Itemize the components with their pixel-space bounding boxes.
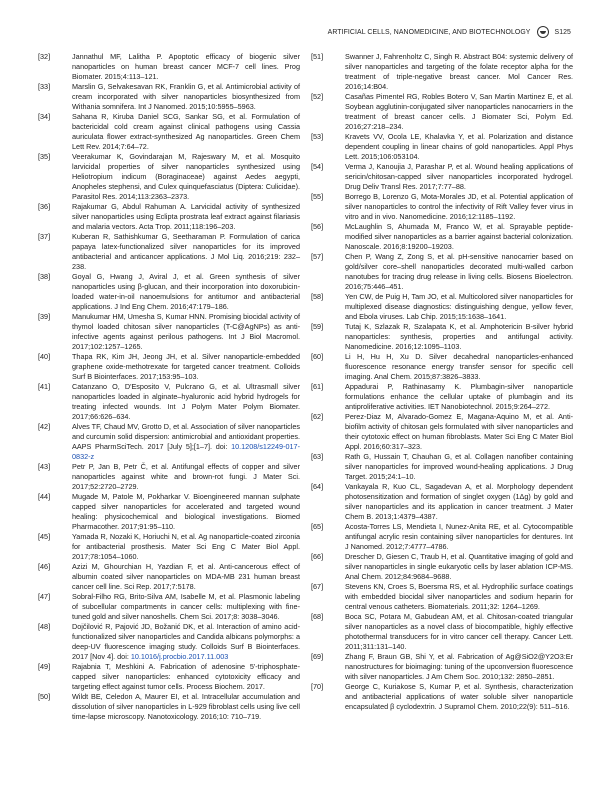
- reference-text-block: [345, 652, 573, 682]
- reference-number: [59]: [311, 322, 324, 331]
- reference-text: Sahana R, Kiruba Daniel SCG, Sankar SG, et al. Formulation of bactericidal cold cream against clinical pathogens using Cassia auriculata flower extract-synthesized Ag nanoparticles. Green Chem Lett Rev. 2014;7:64–72.: [72, 112, 300, 151]
- reference-text-block: [345, 292, 573, 322]
- reference-item: [38, 692, 300, 722]
- reference-item: [38, 382, 300, 422]
- reference-item: [311, 292, 573, 322]
- reference-item: [311, 352, 573, 382]
- reference-text-block: [345, 682, 573, 712]
- reference-number: [54]: [311, 162, 324, 171]
- reference-item: [38, 422, 300, 462]
- reference-number: [70]: [311, 682, 324, 691]
- reference-number: [62]: [311, 412, 324, 421]
- reference-text-block: [72, 82, 300, 112]
- reference-text-block: [72, 112, 300, 152]
- reference-item: [38, 272, 300, 312]
- page-number: S125: [554, 28, 571, 36]
- journal-title: ARTIFICIAL CELLS, NANOMEDICINE, AND BIOTECHNOLOGY: [327, 28, 531, 36]
- reference-text-block: [345, 382, 573, 412]
- reference-text: George C, Kuriakose S, Kumar P, et al. Synthesis, characterization and antibacterial applications of water soluble silver nanoparticle encapsulated β cyclodextrin. J Supramol Chem. 2010;22(9): 511–516.: [345, 682, 573, 711]
- reference-text: Chen P, Wang Z, Zong S, et al. pH-sensitive nanocarrier based on gold/silver core–shell nanoparticles decorated multi-walled carbon nanotubes for tracing drug release in living cells. Biosens Bioelectron. 2016;75:446–451.: [345, 252, 573, 291]
- reference-text: Tutaj K, Szlazak R, Szalapata K, et al. Amphotericin B-silver hybrid nanoparticles: synthesis, properties and antifungal activity. Nanomedicine. 2016;12:1095–1103.: [345, 322, 573, 351]
- reference-text: Rath G, Hussain T, Chauhan G, et al. Collagen nanofiber containing silver nanoparticles for improved wound-healing applications. J Drug Target. 2015;24:1–10.: [345, 452, 573, 481]
- reference-text: Borrego B, Lorenzo G, Mota-Morales JD, et al. Potential application of silver nanoparticles to control the infectivity of Rift Valley fever virus in vitro and in vivo. Nanomedicine. 2016;12:1185–1192.: [345, 192, 573, 221]
- reference-number: [47]: [38, 592, 51, 601]
- reference-item: [38, 52, 300, 82]
- reference-number: [42]: [38, 422, 51, 431]
- reference-text: Kuberan R, Sathishkumar G, Seetharaman P. Formulation of carica papaya latex-functionalized silver nanoparticles for its improved antibacterial and anticancer applications. J Mol Liq. 2016;219: 232–238.: [72, 232, 300, 271]
- reference-text: Swanner J, Fahrenholtz C, Singh R. Abstract B04: systemic delivery of silver nanoparticles and targeting of the folate receptor alpha for the treatment of triple-negative breast cancer. Mol Cancer Res. 2016;14:B04.: [345, 52, 573, 91]
- reference-text: Rajakumar G, Abdul Rahuman A. Larvicidal activity of synthesized silver nanoparticles using Eclipta prostrata leaf extract against filariasis and malaria vectors. Acta Trop. 2011;118:196–203.: [72, 202, 300, 231]
- reference-text-block: [72, 532, 300, 562]
- reference-number: [39]: [38, 312, 51, 321]
- reference-number: [45]: [38, 532, 51, 541]
- reference-item: [38, 532, 300, 562]
- reference-number: [55]: [311, 192, 324, 201]
- reference-text: Vankayala R, Kuo CL, Sagadevan A, et al. Morphology dependent photosensitization and formation of singlet oxygen (1Δg) by gold and silver nanoparticles and its application in cancer treatment. J Mater Chem B. 2013;1:4379–4387.: [345, 482, 573, 521]
- reference-text-block: [72, 662, 300, 692]
- reference-item: [311, 382, 573, 412]
- reference-text-block: [72, 592, 300, 622]
- reference-text-block: [345, 552, 573, 582]
- running-header: [328, 26, 571, 38]
- reference-number: [34]: [38, 112, 51, 121]
- reference-number: [51]: [311, 52, 324, 61]
- reference-item: [38, 562, 300, 592]
- reference-number: [35]: [38, 152, 51, 161]
- reference-text: Goyal G, Hwang J, Aviral J, et al. Green synthesis of silver nanoparticles using β-glucan, and their incorporation into doxorubicin-loaded water-in-oil nanoemulsions for antitumor and antibacterial applications. J Ind Eng Chem. 2016;47:179–186.: [72, 272, 300, 311]
- reference-item: [311, 222, 573, 252]
- reference-text-block: [72, 692, 300, 722]
- reference-text-block: [345, 252, 573, 292]
- reference-text: Yamada R, Nozaki K, Horiuchi N, et al. Ag nanoparticle-coated zirconia for antibacterial prosthesis. Mater Sci Eng C Mater Biol Appl. 2017;78:1054–1060.: [72, 532, 300, 561]
- reference-item: [38, 82, 300, 112]
- reference-text-block: [345, 222, 573, 252]
- reference-text-block: [72, 52, 300, 82]
- reference-text: Stevens KN, Croes S, Boersma RS, et al. Hydrophilic surface coatings with embedded biocidal silver nanoparticles and sodium heparin for central venous catheters. Biomaterials. 2011;32: 1264–1269.: [345, 582, 573, 611]
- reference-text-block: [72, 352, 300, 382]
- reference-text-block: [72, 622, 300, 662]
- references-right-column: [311, 52, 573, 712]
- reference-number: [38]: [38, 272, 51, 281]
- reference-text: Wildt BE, Celedon A, Maurer EI, et al. Intracellular accumulation and dissolution of silver nanoparticles in L-929 fibroblast cells using live cell time-lapse microscopy. Nanotoxicology. 2016;10: 710–719.: [72, 692, 300, 721]
- reference-item: [311, 522, 573, 552]
- reference-number: [33]: [38, 82, 51, 91]
- reference-number: [60]: [311, 352, 324, 361]
- reference-text-block: [72, 382, 300, 422]
- reference-number: [50]: [38, 692, 51, 701]
- reference-item: [38, 202, 300, 232]
- reference-text-block: [345, 92, 573, 132]
- reference-text: Dojčilović R, Pajović JD, Božanić DK, et al. Interaction of amino acid-functionalized silver nanoparticles and Candida albicans polymorphs: a deep-UV fluorescence imaging study. Colloids Surf B Biointerfaces. 2017 [Nov 4]. doi:: [72, 622, 300, 661]
- reference-number: [63]: [311, 452, 324, 461]
- reference-item: [311, 92, 573, 132]
- reference-text: Rajabnia T, Meshkini A. Fabrication of adenosine 5'-triphosphate-capped silver nanoparticles: enhanced cytotoxicity efficacy and targeting effect against tumor cells. Process Biochem. 2017.: [72, 662, 300, 691]
- reference-text-block: [345, 612, 573, 652]
- reference-number: [43]: [38, 462, 51, 471]
- reference-item: [311, 322, 573, 352]
- reference-text-block: [345, 452, 573, 482]
- reference-item: [311, 612, 573, 652]
- reference-text-block: [72, 492, 300, 532]
- reference-text: Marslin G, Selvakesavan RK, Franklin G, et al. Antimicrobial activity of cream incorporated with silver nanoparticles biosynthesized from Withania somnifera. Int J Nanomed. 2015;10:5955–5963.: [72, 82, 300, 111]
- doi-link[interactable]: 10.1016/j.procbio.2017.11.003: [130, 652, 229, 661]
- reference-text: Catanzano O, D'Esposito V, Pulcrano G, et al. Ultrasmall silver nanoparticles loaded in alginate–hyaluronic acid hybrid hydrogels for treating infected wounds. Int J Polym Mater Polym Biomater. 2017;66:626–634.: [72, 382, 300, 421]
- reference-text: Alves TF, Chaud MV, Grotto D, et al. Association of silver nanoparticles and curcumin solid dispersion: antimicrobial and antioxidant properties. AAPS PharmSciTech. 2017 [July 5];[1–7]. doi:: [72, 422, 300, 451]
- reference-text-block: [345, 482, 573, 522]
- reference-text-block: [72, 422, 300, 462]
- reference-number: [69]: [311, 652, 324, 661]
- reference-text-block: [72, 562, 300, 592]
- reference-text: Sobral-Filho RG, Brito-Silva AM, Isabelle M, et al. Plasmonic labeling of subcellular compartments in cancer cells: multiplexing with fine-tuned gold and silver nanoshells. Chem Sci. 2017;8: 3038–3046.: [72, 592, 300, 621]
- reference-text: Veerakumar K, Govindarajan M, Rajeswary M, et al. Mosquito larvicidal properties of silver nanoparticles synthesized using Heliotropium indicum (Boraginaceae) against Aedes aegypti, Anopheles stephensi, and Culex quinquefasciatus (Diptera: Culicidae). Parasitol Res. 2014;113:2363–2373.: [72, 152, 300, 201]
- reference-number: [68]: [311, 612, 324, 621]
- reference-text: Drescher D, Giesen C, Traub H, et al. Quantitative imaging of gold and silver nanoparticles in single eukaryotic cells by laser ablation ICP-MS. Anal Chem. 2012;84:9684–9688.: [345, 552, 573, 581]
- reference-item: [311, 552, 573, 582]
- reference-number: [56]: [311, 222, 324, 231]
- doi-link[interactable]: 10.1208/s12249-017-0832-z: [72, 442, 300, 461]
- reference-item: [311, 52, 573, 92]
- reference-text-block: [345, 322, 573, 352]
- reference-text: Zhang F, Braun GB, Shi Y, et al. Fabrication of Ag@SiO2@Y2O3:Er nanostructures for bioimaging: tuning of the upconversion fluorescence with silver nanoparticles. J Am Chem Soc. 2010;132: 2850–2851.: [345, 652, 573, 681]
- reference-item: [38, 462, 300, 492]
- reference-text: Li H, Hu H, Xu D. Silver decahedral nanoparticles-enhanced fluorescence resonance energy transfer sensor for specific cell imaging. Anal Chem. 2015;87:3826–3833.: [345, 352, 573, 381]
- reference-text: Thapa RK, Kim JH, Jeong JH, et al. Silver nanoparticle-embedded graphene oxide-methotrexate for targeted cancer treatment. Colloids Surf B Biointerfaces. 2017;153:95–103.: [72, 352, 300, 381]
- reference-text: Verma J, Kanoujia J, Parashar P, et al. Wound healing applications of sericin/chitosan-capped silver nanoparticles incorporated hydrogel. Drug Deliv Transl Res. 2017;7:77–88.: [345, 162, 573, 191]
- reference-number: [57]: [311, 252, 324, 261]
- reference-item: [38, 622, 300, 662]
- reference-number: [67]: [311, 582, 324, 591]
- reference-number: [65]: [311, 522, 324, 531]
- reference-text-block: [345, 522, 573, 552]
- reference-text: Yen CW, de Puig H, Tam JO, et al. Multicolored silver nanoparticles for multiplexed disease diagnostics: distinguishing dengue, yellow fever, and Ebola viruses. Lab Chip. 2015;15:1638–1641.: [345, 292, 573, 321]
- reference-number: [58]: [311, 292, 324, 301]
- reference-text: Petr P, Jan B, Petr Č, et al. Antifungal effects of copper and silver nanoparticles against white and brown-rot fungi. J Mater Sci. 2017;52:2720–2729.: [72, 462, 300, 491]
- reference-text: Jannathul MF, Lalitha P. Apoptotic efficacy of biogenic silver nanoparticles on human breast cancer MCF-7 cell lines. Prog Biomater. 2015;4:113–121.: [72, 52, 300, 81]
- reference-item: [38, 112, 300, 152]
- reference-text-block: [72, 312, 300, 352]
- reference-text-block: [345, 352, 573, 382]
- reference-number: [36]: [38, 202, 51, 211]
- reference-item: [311, 452, 573, 482]
- reference-number: [48]: [38, 622, 51, 631]
- reference-number: [37]: [38, 232, 51, 241]
- reference-number: [64]: [311, 482, 324, 491]
- reference-item: [38, 592, 300, 622]
- reference-item: [311, 412, 573, 452]
- reference-text-block: [345, 192, 573, 222]
- reference-number: [32]: [38, 52, 51, 61]
- reference-item: [311, 132, 573, 162]
- reference-text-block: [72, 232, 300, 272]
- reference-number: [53]: [311, 132, 324, 141]
- reference-text-block: [345, 412, 573, 452]
- reference-item: [311, 682, 573, 712]
- reference-item: [311, 192, 573, 222]
- reference-item: [38, 152, 300, 202]
- references-left-column: [38, 52, 300, 722]
- reference-item: [38, 352, 300, 382]
- reference-text: Casañas Pimentel RG, Robles Botero V, San Martin Martinez E, et al. Soybean agglutinin-conjugated silver nanoparticles nanocarriers in the treatment of breast cancer cells. J Biomater Sci, Polym Ed. 2016;27:218–234.: [345, 92, 573, 131]
- reference-text: Acosta-Torres LS, Mendieta I, Nunez-Anita RE, et al. Cytocompatible antifungal acrylic resin containing silver nanoparticles for dentures. Int J Nanomed. 2012;7:4777–4786.: [345, 522, 573, 551]
- reference-number: [44]: [38, 492, 51, 501]
- reference-item: [38, 312, 300, 352]
- reference-text: McLaughlin S, Ahumada M, Franco W, et al. Sprayable peptide-modified silver nanoparticles as a barrier against bacterial colonization. Nanoscale. 2016;8:19200–19203.: [345, 222, 573, 251]
- reference-item: [311, 652, 573, 682]
- reference-number: [40]: [38, 352, 51, 361]
- reference-item: [38, 232, 300, 272]
- reference-text-block: [72, 202, 300, 232]
- reference-text-block: [72, 272, 300, 312]
- reference-number: [46]: [38, 562, 51, 571]
- reference-item: [311, 252, 573, 292]
- reference-item: [38, 492, 300, 532]
- reference-text-block: [345, 162, 573, 192]
- reference-item: [311, 582, 573, 612]
- reference-text: Appadurai P, Rathinasamy K. Plumbagin-silver nanoparticle formulations enhance the cellular uptake of plumbagin and its antiproliferative activities. IET Nanobiotechnol. 2015;9:264–272.: [345, 382, 573, 411]
- reference-text-block: [72, 152, 300, 202]
- reference-number: [61]: [311, 382, 324, 391]
- reference-text: Mugade M, Patole M, Pokharkar V. Bioengineered mannan sulphate capped silver nanoparticles for accelerated and targeted wound healing: physicochemical and biological investigations. Biomed Pharmacother. 2017;91:95–110.: [72, 492, 300, 531]
- reference-item: [38, 662, 300, 692]
- reference-text-block: [345, 52, 573, 92]
- reference-text: Perez-Diaz M, Alvarado-Gomez E, Magana-Aquino M, et al. Anti-biofilm activity of chitosan gels formulated with silver nanoparticles and their cytotoxic effect on human fibroblasts. Mater Sci Eng C Mater Biol Appl. 2016;60:317–323.: [345, 412, 573, 451]
- reference-text: Kravets VV, Ocola LE, Khalavka Y, et al. Polarization and distance dependent coupling in linear chains of gold nanoparticles. Appl Phys Lett. 2015;106:053104.: [345, 132, 573, 161]
- reference-number: [49]: [38, 662, 51, 671]
- reference-number: [41]: [38, 382, 51, 391]
- reference-number: [52]: [311, 92, 324, 101]
- reference-text: Azizi M, Ghourchian H, Yazdian F, et al. Anti-cancerous effect of albumin coated silver nanoparticles on MDA-MB 231 human breast cancer cell line. Sci Rep. 2017;7:5178.: [72, 562, 300, 591]
- reference-text: Manukumar HM, Umesha S, Kumar HNN. Promising biocidal activity of thymol loaded chitosan silver nanoparticles (T-C@AgNPs) as anti-infective agents against perilous pathogens. Int J Biol Macromol. 2017;102:1257–1265.: [72, 312, 300, 351]
- reference-text-block: [72, 462, 300, 492]
- reference-text-block: [345, 132, 573, 162]
- reference-text-block: [345, 582, 573, 612]
- reference-number: [66]: [311, 552, 324, 561]
- reference-item: [311, 162, 573, 192]
- journal-logo-icon: [537, 26, 549, 38]
- reference-item: [311, 482, 573, 522]
- reference-text: Boca SC, Potara M, Gabudean AM, et al. Chitosan-coated triangular silver nanoparticles as a novel class of biocompatible, highly effective photothermal transducers for in vitro cancer cell therapy. Cancer Lett. 2011;311:131–140.: [345, 612, 573, 651]
